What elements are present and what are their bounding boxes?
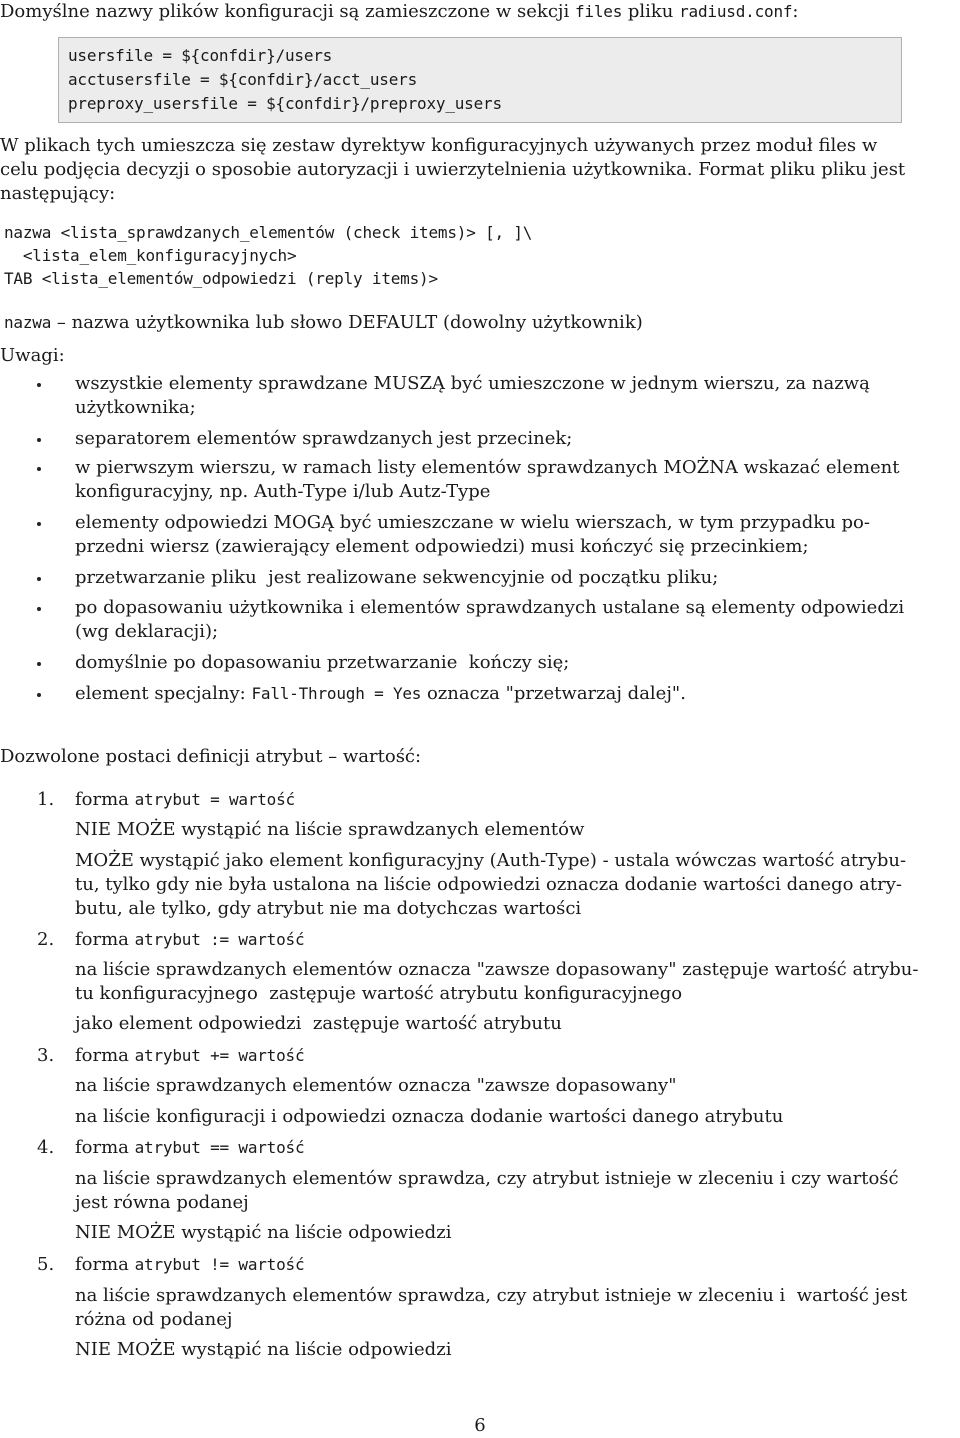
form-title: [75, 1044, 304, 1068]
list-item: konfiguracyjny, np. Auth-Type i/lub Autz-Type: [75, 481, 491, 502]
format-code-line: nazwa <lista_sprawdzanych_elementów (check items)> [, ]\: [4, 223, 533, 242]
form-number: 2.: [37, 929, 55, 950]
paragraph-line: W plikach tych umieszcza się zestaw dyrektyw konfiguracyjnych używanych przez moduł files w: [0, 135, 878, 156]
form-label: forma: [75, 1137, 135, 1158]
paragraph-line: celu podjęcia decyzji o sposobie autoryzacji i uwierzytelnienia użytkownika. Format pliku pliku jest: [0, 159, 906, 180]
special-text-after: oznacza "przetwarzaj dalej".: [421, 683, 686, 704]
list-item: separatorem elementów sprawdzanych jest przecinek;: [75, 428, 573, 449]
form-code: atrybut := wartość: [134, 930, 305, 949]
intro-code-files: files: [574, 2, 623, 21]
form-title: [75, 928, 304, 952]
form-label: forma: [75, 789, 135, 810]
bullet-icon: [37, 577, 41, 581]
bullet-icon: [37, 693, 41, 697]
paragraph-line: następujący:: [0, 183, 116, 204]
form-title: [75, 788, 295, 812]
form-title: [75, 1136, 304, 1160]
intro-text-1: Domyślne nazwy plików konfiguracji są zamieszczone w sekcji: [0, 1, 575, 22]
form-text: butu, ale tylko, gdy atrybut nie ma dotychczas wartości: [75, 898, 582, 919]
list-item: elementy odpowiedzi MOGĄ być umieszczane w wielu wierszach, w tym przypadku po-: [75, 512, 870, 533]
bullet-icon: [37, 662, 41, 666]
list-item: użytkownika;: [75, 397, 196, 418]
list-item: przetwarzanie pliku jest realizowane sekwencyjnie od początku pliku;: [75, 567, 719, 588]
nazwa-text: – nazwa użytkownika lub słowo DEFAULT (dowolny użytkownik): [51, 312, 643, 333]
form-number: 5.: [37, 1254, 55, 1275]
form-text: na liście sprawdzanych elementów sprawdza, czy atrybut istnieje w zleceniu i wartość jest: [75, 1285, 908, 1306]
form-text: NIE MOŻE wystąpić na liście odpowiedzi: [75, 1222, 452, 1243]
form-code: atrybut == wartość: [134, 1138, 305, 1157]
bullet-icon: [37, 467, 41, 471]
special-code: Fall-Through = Yes: [251, 684, 422, 703]
form-label: forma: [75, 929, 135, 950]
form-text: NIE MOŻE wystąpić na liście sprawdzanych elementów: [75, 819, 585, 840]
bullet-icon: [37, 607, 41, 611]
form-label: forma: [75, 1045, 135, 1066]
bullet-icon: [37, 522, 41, 526]
form-text: jest równa podanej: [75, 1192, 249, 1213]
intro-text-3: :: [792, 1, 799, 22]
list-item: domyślnie po dopasowaniu przetwarzanie kończy się;: [75, 652, 570, 673]
form-code: atrybut += wartość: [134, 1046, 305, 1065]
intro-code-radiusd: radiusd.conf: [679, 2, 793, 21]
form-text: na liście sprawdzanych elementów oznacza "zawsze dopasowany" zastępuje wartość atrybu-: [75, 959, 919, 980]
config-code-line: preproxy_usersfile = ${confdir}/preproxy_users: [68, 94, 502, 113]
list-item: po dopasowaniu użytkownika i elementów sprawdzanych ustalane są elementy odpowiedzi: [75, 597, 905, 618]
list-item-special: [75, 682, 686, 706]
page-number: 6: [474, 1415, 486, 1436]
form-number: 3.: [37, 1045, 55, 1066]
forms-heading: Dozwolone postaci definicji atrybut – wartość:: [0, 746, 422, 767]
intro-line: [0, 0, 798, 24]
nazwa-definition: [4, 311, 643, 335]
config-code-box: [58, 37, 902, 123]
form-text: na liście sprawdzanych elementów sprawdza, czy atrybut istnieje w zleceniu i czy wartość: [75, 1168, 899, 1189]
list-item: (wg deklaracji);: [75, 621, 219, 642]
intro-text-2: pliku: [622, 1, 680, 22]
bullet-icon: [37, 438, 41, 442]
list-item: wszystkie elementy sprawdzane MUSZĄ być umieszczone w jednym wierszu, za nazwą: [75, 373, 870, 394]
format-code-line: <lista_elem_konfiguracyjnych>: [4, 246, 297, 265]
form-code: atrybut = wartość: [134, 790, 295, 809]
form-title: [75, 1253, 304, 1277]
form-text: różna od podanej: [75, 1309, 233, 1330]
form-text: tu, tylko gdy nie była ustalona na liście odpowiedzi oznacza dodanie wartości danego atry-: [75, 874, 903, 895]
config-code-line: acctusersfile = ${confdir}/acct_users: [68, 70, 418, 89]
form-text: NIE MOŻE wystąpić na liście odpowiedzi: [75, 1339, 452, 1360]
form-text: na liście konfiguracji i odpowiedzi oznacza dodanie wartości danego atrybutu: [75, 1106, 784, 1127]
special-text-before: element specjalny:: [75, 683, 252, 704]
format-code-line: TAB <lista_elementów_odpowiedzi (reply items)>: [4, 269, 438, 288]
form-text: MOŻE wystąpić jako element konfiguracyjny (Auth-Type) - ustala wówczas wartość atrybu-: [75, 850, 907, 871]
config-code-line: usersfile = ${confdir}/users: [68, 46, 333, 65]
form-number: 4.: [37, 1137, 55, 1158]
form-text: tu konfiguracyjnego zastępuje wartość atrybutu konfiguracyjnego: [75, 983, 683, 1004]
nazwa-code: nazwa: [4, 313, 52, 332]
list-item: w pierwszym wierszu, w ramach listy elementów sprawdzanych MOŻNA wskazać element: [75, 457, 900, 478]
form-text: na liście sprawdzanych elementów oznacza "zawsze dopasowany": [75, 1075, 677, 1096]
form-label: forma: [75, 1254, 135, 1275]
list-item: przedni wiersz (zawierający element odpowiedzi) musi kończyć się przecinkiem;: [75, 536, 809, 557]
bullet-icon: [37, 383, 41, 387]
notes-heading: Uwagi:: [0, 345, 65, 366]
form-code: atrybut != wartość: [134, 1255, 305, 1274]
form-number: 1.: [37, 789, 55, 810]
form-text: jako element odpowiedzi zastępuje wartość atrybutu: [75, 1013, 562, 1034]
